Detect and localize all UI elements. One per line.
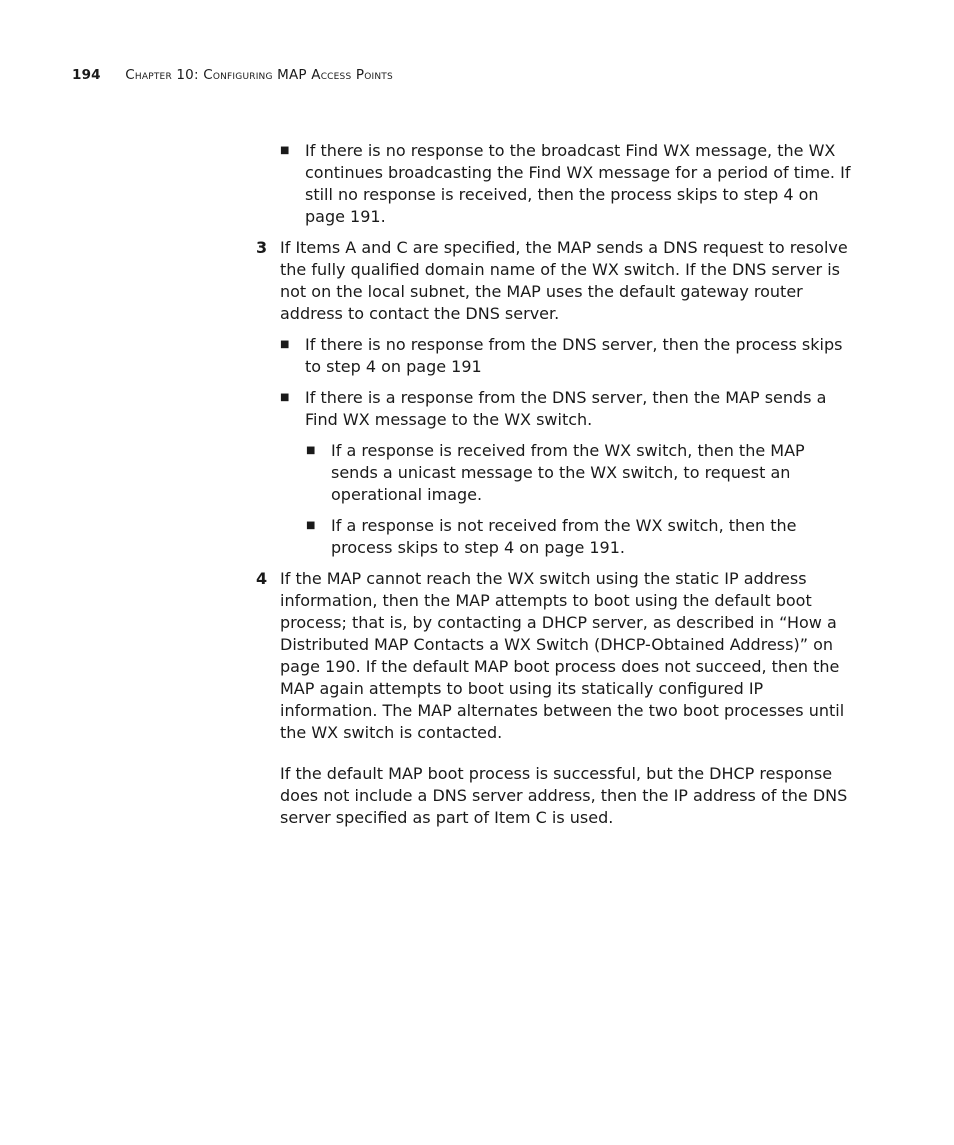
step-text: If the MAP cannot reach the WX switch using the static IP address information, then the MAP attempts to boot using the default boot process; that is, by contacting a DHCP server, as described in “How a Distributed MAP Contacts a WX Switch (DHCP-Obtained Address)” on page 190. If the default MAP boot process does not succeed, then the MAP again attempts to boot using its statically configured IP information. The MAP alternates between the two boot processes until the WX switch is contacted. [280, 569, 845, 742]
bullet-text: If there is no response to the broadcast Find WX message, the WX continues broadcasting the Find WX message for a period of time. If still no response is received, then the process skips to step 4 on page 191. [305, 141, 851, 226]
page-number: 194 [72, 67, 101, 83]
sub-bullet-item [256, 440, 856, 506]
page-header [72, 67, 393, 83]
bullet-item [256, 334, 856, 378]
step-4 [256, 568, 856, 744]
page-body [256, 140, 856, 829]
step-number: 3 [256, 238, 268, 257]
sub-bullet-text: If a response is not received from the WX switch, then the process skips to step 4 on page 191. [331, 516, 797, 557]
bullet-icon: ■ [306, 520, 316, 531]
step-3 [256, 237, 856, 325]
bullet-icon: ■ [280, 145, 290, 156]
bullet-text: If there is a response from the DNS server, then the MAP sends a Find WX message to the WX switch. [305, 388, 827, 429]
closing-paragraph: If the default MAP boot process is successful, but the DHCP response does not include a DNS server address, then the IP address of the DNS server specified as part of Item C is used. [280, 764, 848, 827]
step-text: If Items A and C are specified, the MAP sends a DNS request to resolve the fully qualified domain name of the WX switch. If the DNS server is not on the local subnet, the MAP uses the default gateway router address to contact the DNS server. [280, 238, 848, 323]
chapter-title: Chapter 10: Configuring MAP Access Points [125, 67, 393, 83]
bullet-icon: ■ [280, 392, 290, 403]
bullet-item [256, 140, 856, 228]
bullet-icon: ■ [306, 445, 316, 456]
step-number: 4 [256, 569, 268, 588]
bullet-item [256, 387, 856, 431]
bullet-text: If there is no response from the DNS server, then the process skips to step 4 on page 191 [305, 335, 843, 376]
sub-bullet-text: If a response is received from the WX switch, then the MAP sends a unicast message to the WX switch, to request an operational image. [331, 441, 805, 504]
bullet-icon: ■ [280, 339, 290, 350]
sub-bullet-item [256, 515, 856, 559]
